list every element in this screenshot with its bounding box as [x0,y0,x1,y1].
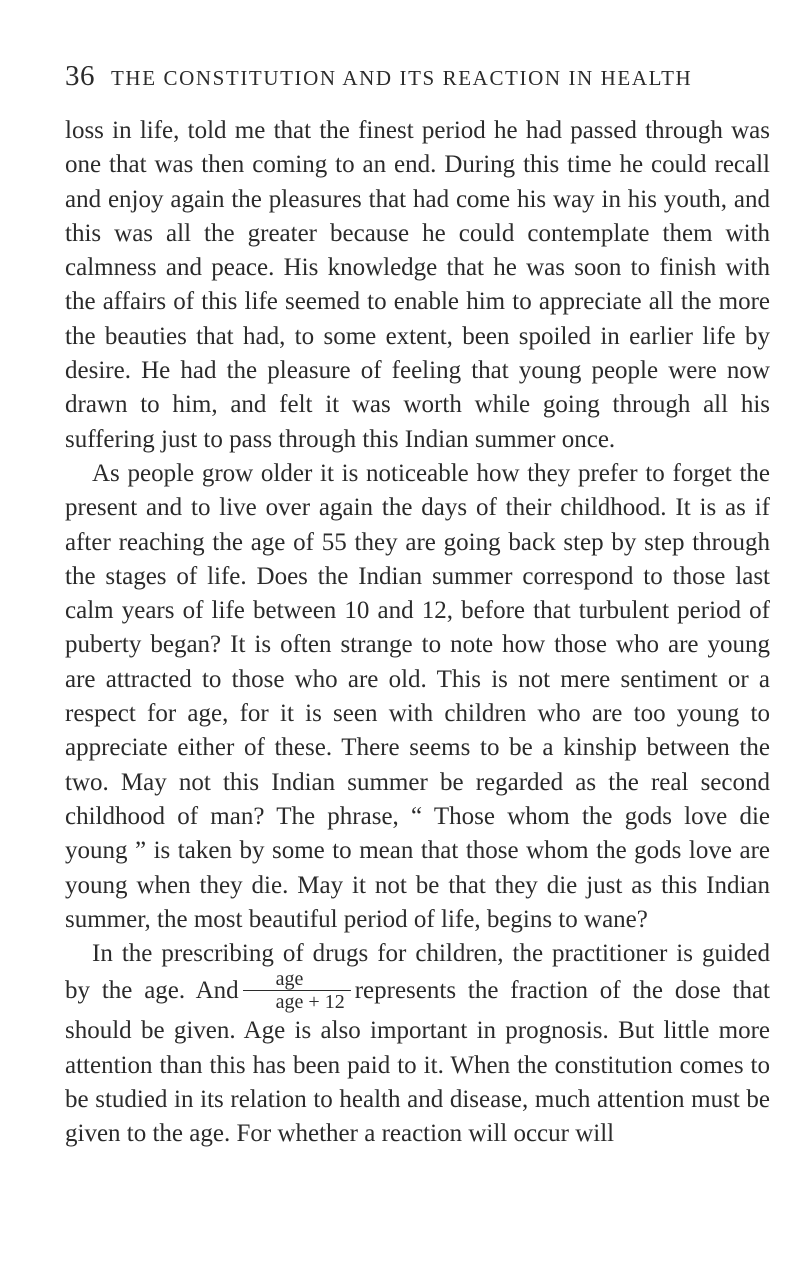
book-page [65,60,770,1152]
fraction-numerator: age [243,969,351,991]
running-head: THE CONSTITUTION AND ITS REACTION IN HEALTH [111,66,693,90]
fraction-denominator: age + 12 [275,991,345,1014]
body-text [65,114,770,1152]
paragraph-1: loss in life, told me that the finest period he had passed through was one that was then coming to an end. During this time he could recall and enjoy again the pleasures that had come his way in his youth, and this was all the greater because he could contemplate them with calmness and peace. His knowledge that he was soon to finish with the affairs of this life seemed to enable him to appreciate all the more the beauties that had, to some extent, been spoiled in earlier life by desire. He had the pleasure of feeling that young people were now drawn to him, and felt it was worth while going through all his suffering just to pass through this Indian summer once. [65,117,770,453]
paragraph-3-text-after: represents the fraction of the dose that should be given. Age is also important in prognosis. But little more attention than this has been paid to it. When the constitution comes to be studied in its relation to health and disease, much attention must be given to the age. For whether a reaction will occur will [65,977,770,1148]
page-header [65,60,770,106]
paragraph-2: As people grow older it is noticeable how they prefer to forget the present and to live over again the days of their childhood. It is as if after reaching the age of 55 they are going back step by step through the stages of life. Does the Indian summer correspond to those last calm years of life between 10 and 12, before that turbulent period of puberty began? It is often strange to note how those who are young are attracted to those who are old. This is not mere sentiment or a respect for age, for it is seen with children who are too young to appreciate either of these. There seems to be a kinship between the two. May not this Indian summer be regarded as the real second childhood of man? The phrase, “ Those whom the gods love die young ” is taken by some to mean that those whom the gods love are young when they die. May it not be that they die just as this Indian summer, the most beautiful period of life, begins to wane? [65,459,770,933]
paragraph-3 [65,937,770,1151]
dose-fraction [243,969,351,1012]
paragraph-3-text-before: In the prescribing of drugs for children, the practitioner is guided by the age. And [65,940,770,1005]
page-number: 36 [65,60,95,92]
